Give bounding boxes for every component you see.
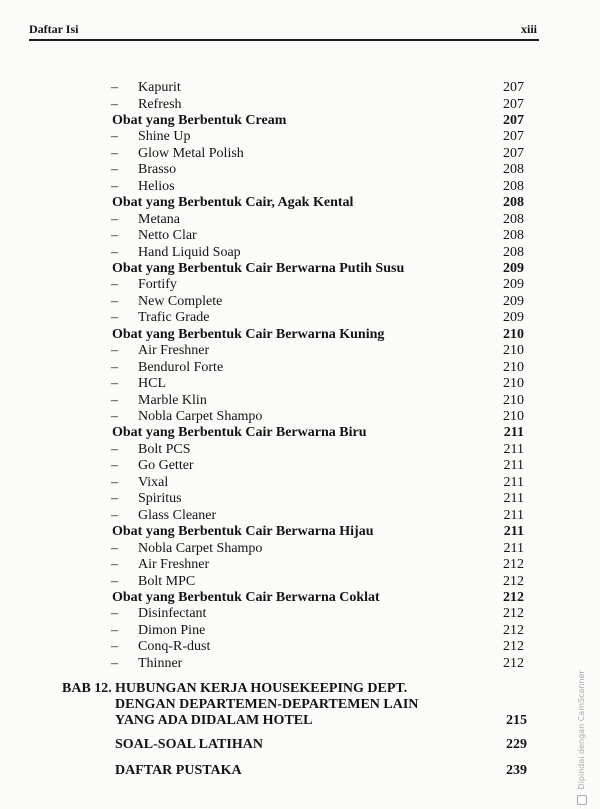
toc-dash: – bbox=[111, 162, 118, 178]
toc-dash: – bbox=[111, 80, 118, 95]
toc-title: Refresh bbox=[138, 96, 182, 112]
toc-page-number: 208 bbox=[503, 162, 524, 178]
toc-item-row bbox=[0, 96, 600, 113]
toc-page-number: 208 bbox=[503, 178, 524, 194]
toc-title: Air Freshner bbox=[138, 557, 210, 572]
toc-page-number: 211 bbox=[503, 474, 524, 490]
toc-item-row bbox=[0, 244, 600, 261]
toc-page-number: 211 bbox=[503, 425, 524, 441]
toc-page-number: 211 bbox=[503, 491, 524, 507]
toc-page-number: 212 bbox=[503, 557, 524, 572]
bab-label: BAB 12. bbox=[62, 681, 112, 696]
toc-item-row bbox=[0, 145, 600, 162]
toc-dash: – bbox=[111, 639, 118, 655]
toc-dash: – bbox=[111, 392, 118, 408]
toc-title: Hand Liquid Soap bbox=[138, 244, 241, 260]
toc-section-row bbox=[0, 194, 600, 211]
toc-title: Kapurit bbox=[138, 80, 181, 95]
toc-title: Vixal bbox=[138, 474, 169, 490]
toc-title: Marble Klin bbox=[138, 392, 207, 408]
toc-title: Obat yang Berbentuk Cair, Agak Kental bbox=[112, 195, 354, 211]
toc-dash: – bbox=[111, 310, 118, 326]
toc-item-row bbox=[0, 507, 600, 524]
pustaka-title: DAFTAR PUSTAKA bbox=[115, 763, 242, 778]
toc-page-number: 210 bbox=[503, 326, 524, 342]
toc-dash: – bbox=[111, 244, 118, 260]
toc-page-number: 210 bbox=[503, 343, 524, 359]
toc-item-row bbox=[0, 128, 600, 145]
toc-title: HCL bbox=[138, 376, 166, 392]
header-rule bbox=[29, 39, 539, 41]
toc-page-number: 212 bbox=[503, 606, 524, 622]
toc-page-number: 209 bbox=[503, 310, 524, 326]
toc-dash: – bbox=[111, 359, 118, 375]
toc-page-number: 212 bbox=[503, 655, 524, 671]
toc-title: Obat yang Berbentuk Cair Berwarna Coklat bbox=[112, 590, 380, 605]
toc-title: Dimon Pine bbox=[138, 622, 206, 638]
toc-section-row bbox=[0, 326, 600, 343]
toc-title: Metana bbox=[138, 211, 180, 227]
toc-item-row bbox=[0, 540, 600, 557]
toc-page-number: 211 bbox=[503, 507, 524, 523]
toc-title: Spiritus bbox=[138, 491, 182, 507]
toc-title: Conq-R-dust bbox=[138, 639, 211, 655]
toc-title: Glass Cleaner bbox=[138, 507, 217, 523]
bab-title-line-1: HUBUNGAN KERJA HOUSEKEEPING DEPT. bbox=[115, 681, 408, 696]
toc-dash: – bbox=[111, 145, 118, 161]
bab-title-line-3: YANG ADA DIDALAM HOTEL bbox=[115, 713, 313, 728]
toc-item-row bbox=[0, 622, 600, 639]
toc-item-row bbox=[0, 161, 600, 178]
toc-item-row bbox=[0, 178, 600, 195]
toc-item-row bbox=[0, 605, 600, 622]
toc-item-row bbox=[0, 573, 600, 590]
toc-page-number: 212 bbox=[503, 639, 524, 655]
toc-page-number: 211 bbox=[503, 458, 524, 474]
page-header bbox=[29, 22, 537, 38]
toc-title: Shine Up bbox=[138, 129, 191, 145]
toc-section-row bbox=[0, 260, 600, 277]
toc-title: Air Freshner bbox=[138, 343, 210, 359]
toc-dash: – bbox=[111, 557, 118, 572]
toc-dash: – bbox=[111, 293, 118, 309]
toc-page-number: 210 bbox=[503, 409, 524, 424]
toc-title: Bolt PCS bbox=[138, 441, 191, 457]
toc-title: Obat yang Berbentuk Cair Berwarna Putih Susu bbox=[112, 260, 405, 276]
toc-dash: – bbox=[111, 211, 118, 227]
toc-section-row bbox=[0, 589, 600, 606]
toc-item-row bbox=[0, 556, 600, 573]
toc-title: Brasso bbox=[138, 162, 177, 178]
toc-dash: – bbox=[111, 228, 118, 243]
toc-title: Go Getter bbox=[138, 458, 194, 474]
toc-page-number: 209 bbox=[503, 293, 524, 309]
toc-dash: – bbox=[111, 540, 118, 556]
toc-dash: – bbox=[111, 507, 118, 523]
toc-item-row bbox=[0, 490, 600, 507]
toc-page-number: 212 bbox=[503, 622, 524, 638]
toc-title: Glow Metal Polish bbox=[138, 145, 244, 161]
toc-section-row bbox=[0, 424, 600, 441]
toc-item-row bbox=[0, 474, 600, 491]
toc-title: Nobla Carpet Shampo bbox=[138, 409, 263, 424]
toc-page-number: 208 bbox=[503, 228, 524, 243]
toc-title: Fortify bbox=[138, 277, 177, 293]
toc-item-row bbox=[0, 293, 600, 310]
toc-page-number: 211 bbox=[503, 441, 524, 457]
toc-page-number: 207 bbox=[503, 80, 524, 95]
pustaka-page: 239 bbox=[506, 763, 527, 778]
scanner-watermark-text: Dipindai dengan CamScanner bbox=[577, 670, 586, 790]
toc-item-row bbox=[0, 79, 600, 96]
toc-title: Nobla Carpet Shampo bbox=[138, 540, 263, 556]
toc-item-row bbox=[0, 392, 600, 409]
scanner-icon bbox=[577, 795, 587, 805]
toc-page-number: 207 bbox=[503, 129, 524, 145]
toc-title: Obat yang Berbentuk Cair Berwarna Hijau bbox=[112, 524, 374, 540]
toc-page-number: 209 bbox=[503, 277, 524, 293]
toc-page-number: 207 bbox=[503, 145, 524, 161]
toc-dash: – bbox=[111, 458, 118, 474]
toc-item-row bbox=[0, 457, 600, 474]
toc-title: New Complete bbox=[138, 293, 223, 309]
toc-dash: – bbox=[111, 606, 118, 622]
header-title: Daftar Isi bbox=[29, 22, 79, 36]
bab-title-line-2: DENGAN DEPARTEMEN-DEPARTEMEN LAIN bbox=[115, 697, 419, 712]
toc-title: Bolt MPC bbox=[138, 573, 196, 589]
toc-item-row bbox=[0, 359, 600, 376]
toc-dash: – bbox=[111, 474, 118, 490]
toc-dash: – bbox=[111, 96, 118, 112]
toc-page-number: 208 bbox=[503, 195, 524, 211]
toc-page-number: 208 bbox=[503, 211, 524, 227]
toc-item-row bbox=[0, 276, 600, 293]
toc-item-row bbox=[0, 309, 600, 326]
toc-title: Obat yang Berbentuk Cair Berwarna Biru bbox=[112, 425, 367, 441]
scanner-watermark bbox=[577, 660, 591, 805]
header-page-number: xiii bbox=[520, 22, 537, 36]
soal-title: SOAL-SOAL LATIHAN bbox=[115, 737, 263, 752]
toc-dash: – bbox=[111, 376, 118, 392]
toc-dash: – bbox=[111, 491, 118, 507]
toc-page-number: 212 bbox=[503, 590, 524, 605]
toc-page-number: 207 bbox=[503, 96, 524, 112]
toc-dash: – bbox=[111, 129, 118, 145]
toc-title: Obat yang Berbentuk Cair Berwarna Kuning bbox=[112, 326, 385, 342]
toc-title: Netto Clar bbox=[138, 228, 197, 243]
bab-page: 215 bbox=[506, 713, 527, 728]
toc-dash: – bbox=[111, 178, 118, 194]
toc-section-row bbox=[0, 523, 600, 540]
toc-item-row bbox=[0, 408, 600, 425]
toc-item-row bbox=[0, 638, 600, 655]
toc-item-row bbox=[0, 441, 600, 458]
toc-dash: – bbox=[111, 655, 118, 671]
toc-item-row bbox=[0, 342, 600, 359]
toc-title: Obat yang Berbentuk Cream bbox=[112, 112, 287, 128]
toc-dash: – bbox=[111, 573, 118, 589]
toc-item-row bbox=[0, 211, 600, 228]
toc-page-number: 210 bbox=[503, 359, 524, 375]
toc-dash: – bbox=[111, 622, 118, 638]
toc-page-number: 210 bbox=[503, 392, 524, 408]
toc-title: Helios bbox=[138, 178, 175, 194]
toc-item-row bbox=[0, 227, 600, 244]
soal-page: 229 bbox=[506, 737, 527, 752]
toc-title: Disinfectant bbox=[138, 606, 207, 622]
toc-page-number: 208 bbox=[503, 244, 524, 260]
toc-page-number: 211 bbox=[503, 524, 524, 540]
toc-dash: – bbox=[111, 277, 118, 293]
toc-dash: – bbox=[111, 441, 118, 457]
toc-title: Thinner bbox=[138, 655, 183, 671]
toc-item-row bbox=[0, 655, 600, 672]
toc-dash: – bbox=[111, 409, 118, 424]
toc-dash: – bbox=[111, 343, 118, 359]
toc-page-number: 212 bbox=[503, 573, 524, 589]
toc-title: Trafic Grade bbox=[138, 310, 210, 326]
toc-page-number: 210 bbox=[503, 376, 524, 392]
toc-page-number: 209 bbox=[503, 260, 524, 276]
toc-page-number: 207 bbox=[503, 112, 524, 128]
toc-section-row bbox=[0, 112, 600, 129]
toc-title: Bendurol Forte bbox=[138, 359, 224, 375]
toc-item-row bbox=[0, 375, 600, 392]
toc-page-number: 211 bbox=[503, 540, 524, 556]
